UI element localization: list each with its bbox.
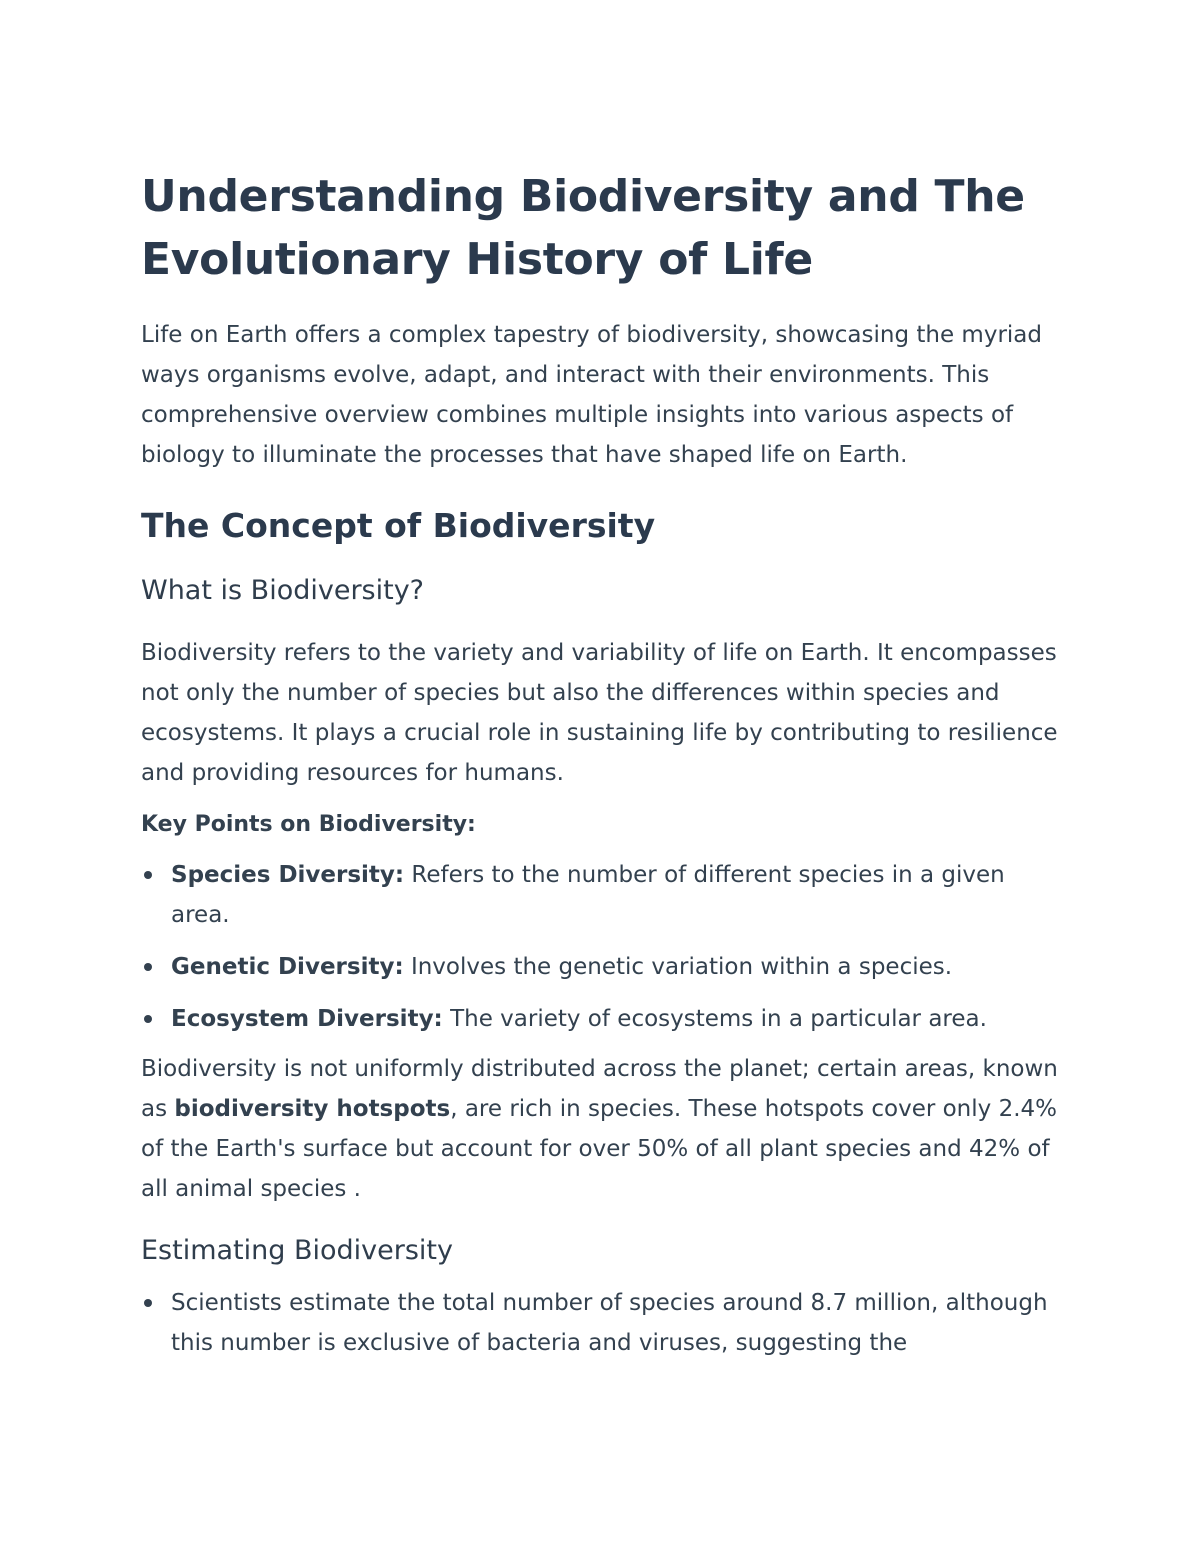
list-item bbox=[141, 855, 1070, 935]
list-item-text: The variety of ecosystems in a particular area. bbox=[442, 1006, 987, 1032]
bullet-icon bbox=[144, 871, 152, 879]
bullet-icon bbox=[144, 1015, 152, 1023]
list-item bbox=[141, 947, 1070, 987]
subsection-heading-estimating: Estimating Biodiversity bbox=[141, 1235, 453, 1266]
list-item-term: Genetic Diversity: bbox=[171, 954, 404, 980]
hotspots-text-before: Biodiversity is not uniformly distributed across the planet; certain areas, known as bbox=[141, 1056, 1058, 1122]
bullet-icon bbox=[144, 1299, 152, 1307]
list-item-text: Refers to the number of different species in a given area. bbox=[171, 862, 1005, 928]
definition-paragraph: Biodiversity refers to the variety and variability of life on Earth. It encompasses not only the number of species but also the differences within species and ecosystems. It plays a crucial role in sustaining life by contributing to resilience and providing resources for humans. bbox=[141, 640, 1058, 786]
hotspots-text-after: , are rich in species. These hotspots cover only 2.4% of the Earth's surface but account for over 50% of all plant species and 42% of all animal species . bbox=[141, 1096, 1058, 1202]
intro-paragraph: Life on Earth offers a complex tapestry of biodiversity, showcasing the myriad ways organisms evolve, adapt, and interact with their environments. This comprehensive overview combines multiple insights into various aspects of biology to illuminate the processes that have shaped life on Earth. bbox=[141, 322, 1042, 468]
estimating-list bbox=[141, 1283, 1070, 1363]
hotspots-paragraph bbox=[141, 1049, 1070, 1209]
list-item-term: Species Diversity: bbox=[171, 862, 405, 888]
list-item-text: Scientists estimate the total number of species around 8.7 million, although this number is exclusive of bacteria and viruses, suggesting the bbox=[171, 1290, 1048, 1356]
section-heading-concept: The Concept of Biodiversity bbox=[141, 506, 656, 545]
hotspots-term: biodiversity hotspots bbox=[174, 1096, 451, 1122]
list-item bbox=[141, 999, 1070, 1039]
bullet-icon bbox=[144, 963, 152, 971]
key-points-label: Key Points on Biodiversity: bbox=[141, 812, 476, 837]
list-item bbox=[141, 1283, 1070, 1363]
list-item-text: Involves the genetic variation within a species. bbox=[403, 954, 953, 980]
subsection-heading-what-is: What is Biodiversity? bbox=[141, 575, 425, 606]
list-item-term: Ecosystem Diversity: bbox=[171, 1006, 443, 1032]
key-points-list bbox=[141, 855, 1070, 1039]
document-title: Understanding Biodiversity and The Evolutionary History of Life bbox=[141, 171, 1025, 285]
